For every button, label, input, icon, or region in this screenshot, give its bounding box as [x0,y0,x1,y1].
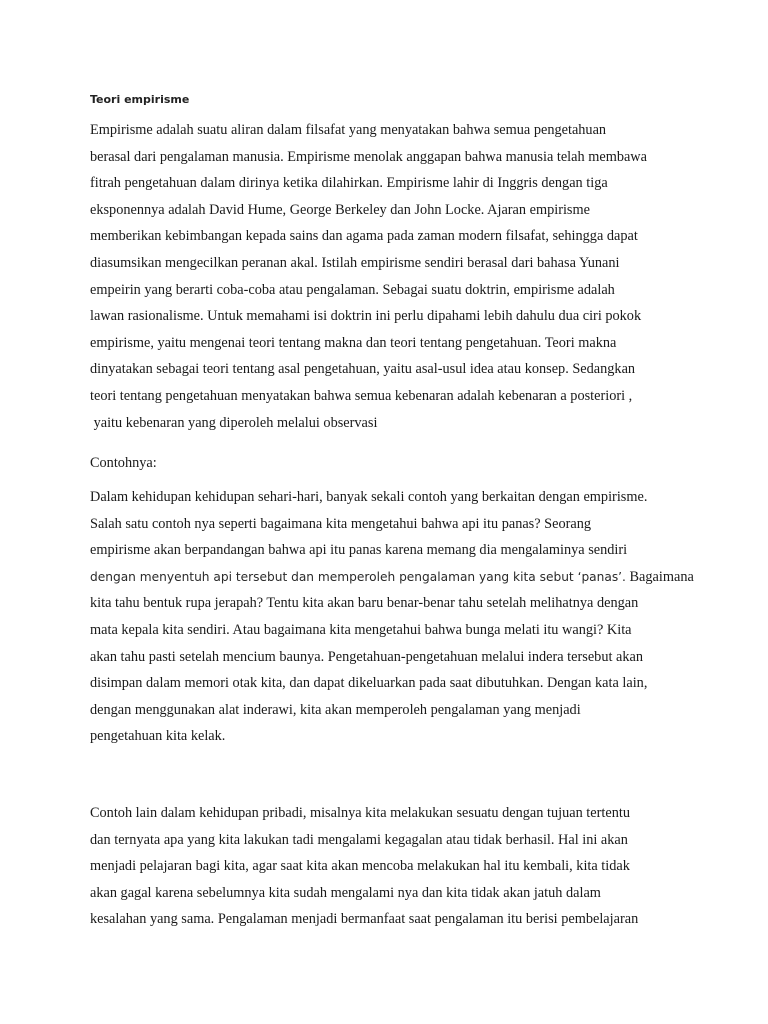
text-line: teori tentang pengetahuan menyatakan bahwa semua kebenaran adalah kebenaran a posteriori , [90,387,633,404]
text-line: akan tahu pasti setelah mencium baunya. Pengetahuan-pengetahuan melalui indera tersebut akan [90,648,643,665]
text-line: diasumsikan mengecilkan peranan akal. Istilah empirisme sendiri berasal dari bahasa Yunani [90,254,620,271]
text-line: memberikan kebimbangan kepada sains dan agama pada zaman modern filsafat, sehingga dapat [90,228,638,245]
text-line: dinyatakan sebagai teori tentang asal pengetahuan, yaitu asal-usul idea atau konsep. Sedangkan [90,361,636,378]
text-line: empirisme akan berpandangan bahwa api itu panas karena memang dia mengalaminya sendiri [90,542,628,559]
text-line: lawan rasionalisme. Untuk memahami isi doktrin ini perlu dipahami lebih dahulu dua ciri pokok [90,308,642,325]
text-line: empirisme, yaitu mengenai teori tentang makna dan teori tentang pengetahuan. Teori makna [90,334,617,351]
text-line: Contoh lain dalam kehidupan pribadi, misalnya kita melakukan sesuatu dengan tujuan tertentu [90,805,630,821]
text-line: kita tahu bentuk rupa jerapah? Tentu kita akan baru benar-benar tahu setelah melihatnya dengan [90,595,639,612]
text-line: dengan menggunakan alat inderawi, kita akan memperoleh pengalaman yang menjadi [90,701,581,718]
text-line: pengetahuan kita kelak. [90,728,226,745]
paragraph-definition [90,117,647,436]
text-line: yaitu kebenaran yang diperoleh melalui observasi [90,414,378,431]
text-line: disimpan dalam memori otak kita, dan dapat dikeluarkan pada saat dibutuhkan. Dengan kata lain, [90,675,648,692]
text-line: mata kepala kita sendiri. Atau bagaimana kita mengetahui bahwa bunga melati itu wangi? Kita [90,621,632,638]
text-line: eksponennya adalah David Hume, George Berkeley dan John Locke. Ajaran empirisme [90,201,590,218]
text-line-mixed-font [90,564,694,591]
text-line: fitrah pengetahuan dalam dirinya ketika dilahirkan. Empirisme lahir di Inggris dengan tiga [90,175,608,192]
text-line: Empirisme adalah suatu aliran dalam filsafat yang menyatakan bahwa semua pengetahuan [90,122,607,138]
section-label: Contohnya: [90,455,157,471]
text-line: akan gagal karena sebelumnya kita sudah mengalami nya dan kita tidak akan jatuh dalam [90,884,601,901]
text-line: empeirin yang berarti coba-coba atau pengalaman. Sebagai suatu doktrin, empirisme adalah [90,281,615,298]
text-segment-sans: dengan menyentuh api tersebut dan memperoleh pengalaman yang kita sebut ‘panas’. [90,569,626,584]
paragraph-example [90,484,694,750]
text-line: Dalam kehidupan kehidupan sehari-hari, banyak sekali contoh yang berkaitan dengan empirisme. [90,489,648,505]
paragraph-personal-example [90,800,638,933]
text-segment-serif: Bagaimana [625,568,694,585]
text-line: kesalahan yang sama. Pengalaman menjadi bermanfaat saat pengalaman itu berisi pembelajaran [90,911,639,928]
text-line: berasal dari pengalaman manusia. Empirisme menolak anggapan bahwa manusia telah membawa [90,148,647,165]
text-line: dan ternyata apa yang kita lakukan tadi mengalami kegagalan atau tidak berhasil. Hal ini akan [90,831,628,848]
document-title: Teori empirisme [90,93,190,106]
paragraph-contohnya-label [90,450,157,477]
text-line: Salah satu contoh nya seperti bagaimana kita mengetahui bahwa api itu panas? Seorang [90,515,592,532]
text-line: menjadi pelajaran bagi kita, agar saat kita akan mencoba melakukan hal itu kembali, kita tidak [90,858,630,875]
